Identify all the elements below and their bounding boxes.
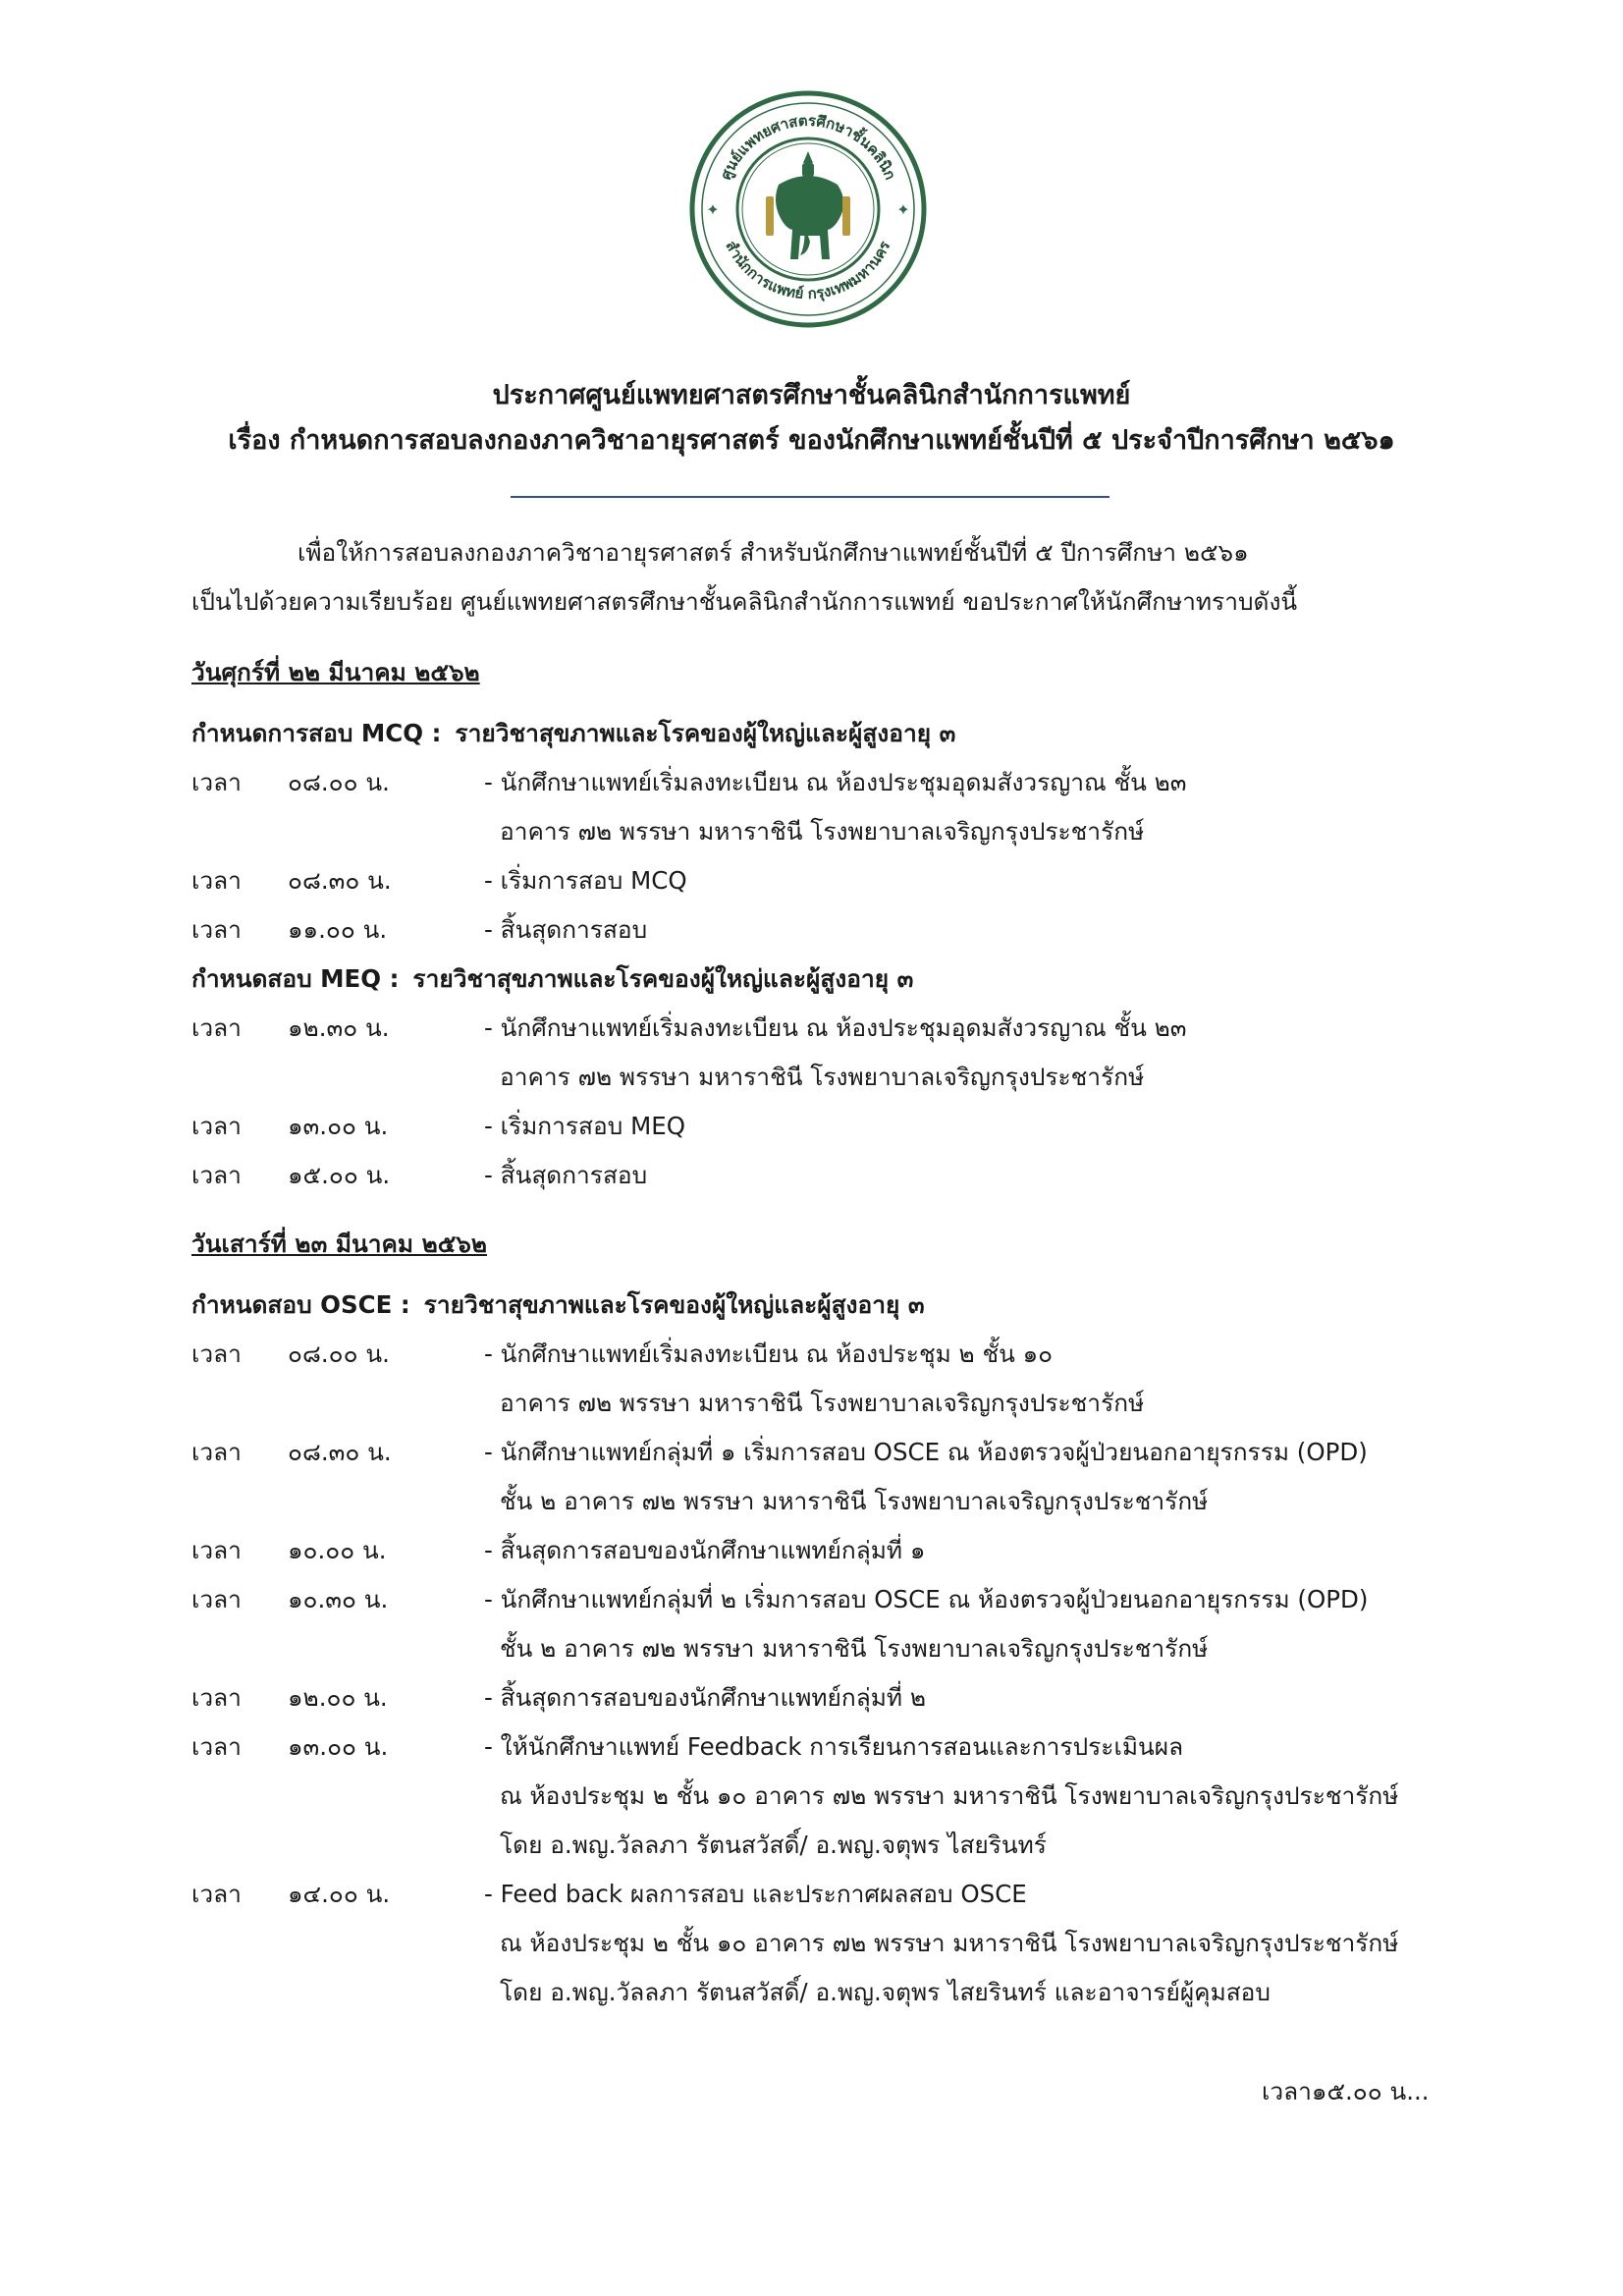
time-value: ๐๘.๐๐ น. [288, 768, 390, 796]
schedule-description [484, 1870, 1497, 2017]
time-value: ๑๑.๐๐ น. [288, 915, 388, 944]
time-value: ๑๒.๐๐ น. [288, 1683, 388, 1712]
time-label: เวลา [191, 1683, 242, 1712]
description-line: - นักศึกษาแพทย์กลุ่มที่ ๑ เริ่มการสอบ OSCE ณ ห้องตรวจผู้ป่วยนอกอายุรกรรม (OPD) [484, 1438, 1368, 1466]
svg-text:✦: ✦ [706, 200, 720, 219]
announcement-title [0, 373, 1623, 464]
time-label: เวลา [191, 1161, 242, 1189]
time-label: เวลา [191, 915, 242, 944]
time-value: ๑๕.๐๐ น. [288, 1161, 391, 1189]
schedule-description [484, 1673, 1497, 1722]
time-label: เวลา [191, 1732, 242, 1761]
schedule-description [484, 1102, 1497, 1151]
schedule-row [191, 1722, 1497, 1870]
time-value: ๑๐.๐๐ น. [288, 1536, 387, 1564]
schedule-description [484, 1330, 1497, 1428]
schedule-row [191, 1004, 1497, 1102]
schedule-description [484, 1004, 1497, 1102]
description-line: - สิ้นสุดการสอบ [484, 915, 648, 944]
description-line: - นักศึกษาแพทย์กลุ่มที่ ๒ เริ่มการสอบ OSCE ณ ห้องตรวจผู้ป่วยนอกอายุรกรรม (OPD) [484, 1585, 1369, 1613]
schedule-row [191, 1428, 1497, 1526]
day-spacer [191, 1200, 1497, 1220]
exam-subject: รายวิชาสุขภาพและโรคของผู้ใหญ่และผู้สูงอายุ ๓ [423, 1290, 925, 1319]
schedule-description [484, 1151, 1497, 1200]
description-line: ณ ห้องประชุม ๒ ชั้น ๑๐ อาคาร ๗๒ พรรษา มหาราชินี โรงพยาบาลเจริญกรุงประชารักษ์ [500, 1781, 1399, 1810]
schedule-description [484, 1575, 1497, 1673]
time-label: เวลา [191, 1339, 242, 1368]
schedule-description [484, 905, 1497, 955]
description-line: อาคาร ๗๒ พรรษา มหาราชินี โรงพยาบาลเจริญกรุงประชารักษ์ [500, 1389, 1145, 1417]
time-value: ๑๓.๐๐ น. [288, 1732, 389, 1761]
time-label: เวลา [191, 768, 242, 796]
description-line: โดย อ.พญ.วัลลภา รัตนสวัสดิ์/ อ.พญ.จตุพร ไสยรินทร์ [500, 1831, 1047, 1859]
schedule-description [484, 1526, 1497, 1575]
description-line: - เริ่มการสอบ MCQ [484, 866, 687, 895]
schedule-row [191, 758, 1497, 856]
svg-text:✦: ✦ [896, 200, 910, 219]
svg-text:สำนักการแพทย์ กรุงเทพมหานคร: สำนักการแพทย์ กรุงเทพมหานคร [722, 238, 894, 303]
schedule-description [484, 758, 1497, 856]
time-value: ๐๘.๐๐ น. [288, 1339, 390, 1368]
time-label: เวลา [191, 1438, 242, 1466]
time-label: เวลา [191, 1880, 242, 1908]
exam-heading [191, 709, 1497, 758]
time-label: เวลา [191, 1536, 242, 1564]
time-label: เวลา [191, 1013, 242, 1042]
schedule-row [191, 1673, 1497, 1722]
time-value: ๑๓.๐๐ น. [288, 1112, 389, 1140]
exam-heading [191, 955, 1497, 1004]
description-line: อาคาร ๗๒ พรรษา มหาราชินี โรงพยาบาลเจริญกรุงประชารักษ์ [500, 817, 1145, 846]
description-line: - นักศึกษาแพทย์เริ่มลงทะเบียน ณ ห้องประชุมอุดมสังวรญาณ ชั้น ๒๓ [484, 768, 1187, 796]
description-line: - สิ้นสุดการสอบของนักศึกษาแพทย์กลุ่มที่ ๒ [484, 1683, 926, 1712]
description-line: - ให้นักศึกษาแพทย์ Feedback การเรียนการสอนและการประเมินผล [484, 1732, 1184, 1761]
time-value: ๐๘.๓๐ น. [288, 866, 392, 895]
description-line: - นักศึกษาแพทย์เริ่มลงทะเบียน ณ ห้องประชุม ๒ ชั้น ๑๐ [484, 1339, 1054, 1368]
description-line: อาคาร ๗๒ พรรษา มหาราชินี โรงพยาบาลเจริญกรุงประชารักษ์ [500, 1063, 1145, 1091]
title-subject-line: เรื่อง กำหนดการสอบลงกองภาควิชาอายุรศาสตร์ ของนักศึกษาแพทย์ชั้นปีที่ ๕ ประจำปีการศึกษา ๒๕๖๑ [228, 425, 1395, 456]
exam-label: กำหนดสอบ MEQ : [191, 964, 400, 993]
day-heading: วันเสาร์ที่ ๒๓ มีนาคม ๒๕๖๒ [191, 1230, 487, 1258]
description-line: - Feed back ผลการสอบ และประกาศผลสอบ OSCE [484, 1880, 1027, 1908]
title-underline-rule [511, 496, 1109, 498]
title-line-1: ประกาศศูนย์แพทยศาสตรศึกษาชั้นคลินิกสำนักการแพทย์ [492, 380, 1131, 410]
time-value: ๑๔.๐๐ น. [288, 1880, 391, 1908]
time-value: ๑๐.๓๐ น. [288, 1585, 389, 1613]
intro-line-2: เป็นไปด้วยความเรียบร้อย ศูนย์แพทยศาสตรศึกษาชั้นคลินิกสำนักการแพทย์ ขอประกาศให้นักศึกษาทราบดังนี้ [191, 587, 1298, 616]
schedule-row [191, 1526, 1497, 1575]
schedule-row [191, 1575, 1497, 1673]
schedule-row [191, 905, 1497, 955]
schedule-row [191, 1102, 1497, 1151]
seal-logo [685, 86, 931, 332]
exam-heading [191, 1281, 1497, 1330]
time-value: ๐๘.๓๐ น. [288, 1438, 392, 1466]
schedule-description [484, 1722, 1497, 1870]
time-value: ๑๒.๓๐ น. [288, 1013, 390, 1042]
schedule-description [484, 1428, 1497, 1526]
time-label: เวลา [191, 866, 242, 895]
schedule-description [484, 856, 1497, 905]
intro-paragraph [191, 528, 1478, 627]
day-heading: วันศุกร์ที่ ๒๒ มีนาคม ๒๕๖๒ [191, 658, 480, 686]
exam-label: กำหนดสอบ OSCE : [191, 1290, 410, 1319]
exam-label: กำหนดการสอบ MCQ : [191, 719, 442, 747]
description-line: ชั้น ๒ อาคาร ๗๒ พรรษา มหาราชินี โรงพยาบาลเจริญกรุงประชารักษ์ [500, 1487, 1209, 1515]
exam-subject: รายวิชาสุขภาพและโรคของผู้ใหญ่และผู้สูงอายุ ๓ [412, 964, 914, 993]
description-line: - เริ่มการสอบ MEQ [484, 1112, 685, 1140]
schedule-row [191, 1870, 1497, 2017]
description-line: ณ ห้องประชุม ๒ ชั้น ๑๐ อาคาร ๗๒ พรรษา มหาราชินี โรงพยาบาลเจริญกรุงประชารักษ์ [500, 1929, 1399, 1957]
time-label: เวลา [191, 1585, 242, 1613]
intro-line-1: เพื่อให้การสอบลงกองภาควิชาอายุรศาสตร์ สำหรับนักศึกษาแพทย์ชั้นปีที่ ๕ ปีการศึกษา ๒๕๖๑ [298, 538, 1249, 567]
schedule-row [191, 1330, 1497, 1428]
description-line: - สิ้นสุดการสอบ [484, 1161, 648, 1189]
continuation-note: เวลา๑๕.๐๐ น... [1262, 2077, 1430, 2105]
schedule-row [191, 1151, 1497, 1200]
description-line: โดย อ.พญ.วัลลภา รัตนสวัสดิ์/ อ.พญ.จตุพร ไสยรินทร์ และอาจารย์ผู้คุมสอบ [500, 1978, 1271, 2006]
exam-subject: รายวิชาสุขภาพและโรคของผู้ใหญ่และผู้สูงอายุ ๓ [455, 719, 956, 747]
description-line: - นักศึกษาแพทย์เริ่มลงทะเบียน ณ ห้องประชุมอุดมสังวรญาณ ชั้น ๒๓ [484, 1013, 1187, 1042]
description-line: ชั้น ๒ อาคาร ๗๒ พรรษา มหาราชินี โรงพยาบาลเจริญกรุงประชารักษ์ [500, 1634, 1209, 1663]
svg-text:ศูนย์แพทยศาสตรศึกษาชั้นคลินิก: ศูนย์แพทยศาสตรศึกษาชั้นคลินิก [717, 111, 899, 183]
schedule-row [191, 856, 1497, 905]
description-line: - สิ้นสุดการสอบของนักศึกษาแพทย์กลุ่มที่ ๑ [484, 1536, 926, 1564]
time-label: เวลา [191, 1112, 242, 1140]
exam-schedule [191, 648, 1497, 2017]
